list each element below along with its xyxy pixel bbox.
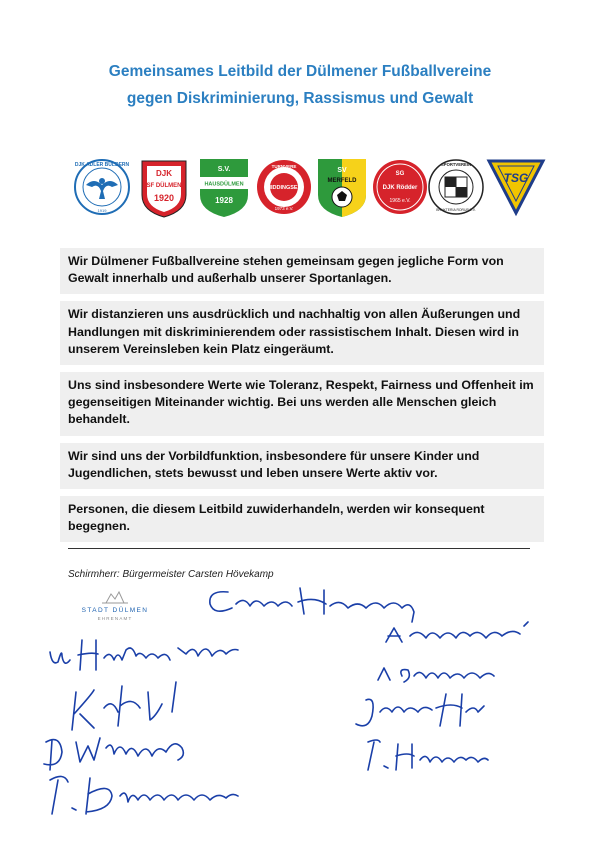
logo-year: 1973 e.V. bbox=[274, 206, 294, 211]
patron-label: Schirmherr: Bürgermeister Carsten Hövekamp bbox=[68, 569, 274, 580]
logo-text: MERFELD bbox=[327, 178, 357, 184]
paragraph: Uns sind insbesondere Werte wie Toleranz, Respekt, Fairness und Offenheit im gegenseitigen Miteinander wichtig. Bei uns werden alle Menschen gleich behandelt. bbox=[60, 372, 544, 436]
logo-year: 1919 bbox=[97, 208, 107, 213]
logo-text: S.V. bbox=[217, 166, 231, 173]
city-logo-sub: EHRENAMT bbox=[97, 616, 133, 621]
logo-year: 1920 bbox=[153, 193, 175, 203]
logo-sv-hausduelmen bbox=[194, 155, 254, 219]
paragraph: Wir distanzieren uns ausdrücklich und nachhaltig von allen Äußerungen und Handlungen mit diskriminierendem oder rassistischem Inhalt. Diesen wird in unserem Vereinsleben kein Platz eingeräumt. bbox=[60, 301, 544, 365]
signature-hoelkemp bbox=[368, 740, 488, 770]
logo-sv-merfeld bbox=[312, 155, 372, 219]
logo-text: TURNVERE bbox=[271, 164, 297, 169]
club-logos-row bbox=[72, 155, 542, 225]
paragraph: Personen, die diesem Leitbild zuwiderhandeln, werden wir konsequent begegnen. bbox=[60, 496, 544, 542]
logo-year: 1928 bbox=[215, 196, 233, 205]
signature-line bbox=[68, 548, 530, 549]
paragraph: Wir Dülmener Fußballvereine stehen gemeinsam gegen jegliche Form von Gewalt innerhalb und außerhalb unserer Sportanlagen. bbox=[60, 248, 544, 294]
signatures-area bbox=[0, 575, 600, 856]
title-line-1: Gemeinsames Leitbild der Dülmener Fußballvereine bbox=[108, 63, 492, 80]
logo-text: SPORTVEREIN bbox=[440, 162, 472, 167]
title-line-2: gegen Diskriminierung, Rassismus und Gewalt bbox=[126, 90, 474, 107]
logo-text: BRUKTERIA RORUP E.V. bbox=[436, 208, 476, 212]
logo-text: SG bbox=[395, 171, 405, 177]
logo-tsg bbox=[486, 155, 546, 219]
logo-text: SV bbox=[337, 167, 347, 174]
signature-huelsenbeck bbox=[50, 640, 238, 670]
signature-ahlers bbox=[386, 622, 528, 642]
signature-schuermann bbox=[378, 668, 494, 682]
logo-text: HAUSDÜLMEN bbox=[204, 181, 244, 188]
signature-rath bbox=[72, 682, 176, 730]
logo-text: HIDDINGSEL bbox=[267, 185, 301, 191]
signature-wenting bbox=[44, 738, 183, 770]
logo-djk-adler-buldern bbox=[72, 155, 132, 219]
logo-year: 1965 e.V. bbox=[389, 198, 411, 204]
paragraph: Wir sind uns der Vorbildfunktion, insbesondere für unsere Kinder und Jugendlichen, stets bewusst und leben unsere Werte aktiv vor. bbox=[60, 443, 544, 489]
logo-djk-sf-duelmen bbox=[134, 155, 194, 219]
logo-hiddingsel bbox=[254, 155, 314, 219]
signature-hoevekamp bbox=[210, 588, 414, 622]
logo-text: TSG bbox=[503, 171, 529, 185]
logo-sg-djk-roedder bbox=[370, 155, 430, 219]
logo-text: SF DÜLMEN bbox=[146, 183, 182, 189]
signature-dinkelkamp bbox=[50, 776, 238, 814]
signature-hoerst bbox=[356, 694, 484, 726]
page-title bbox=[0, 58, 600, 112]
logo-text: DJK bbox=[155, 169, 173, 178]
logo-text: DJK ADLER BULDERN bbox=[74, 162, 130, 168]
logo-brukteria-rorup bbox=[426, 155, 486, 219]
mission-statement bbox=[60, 248, 544, 549]
city-logo-name: STADT DÜLMEN bbox=[81, 607, 149, 614]
logo-text: DJK Rödder bbox=[382, 185, 418, 191]
